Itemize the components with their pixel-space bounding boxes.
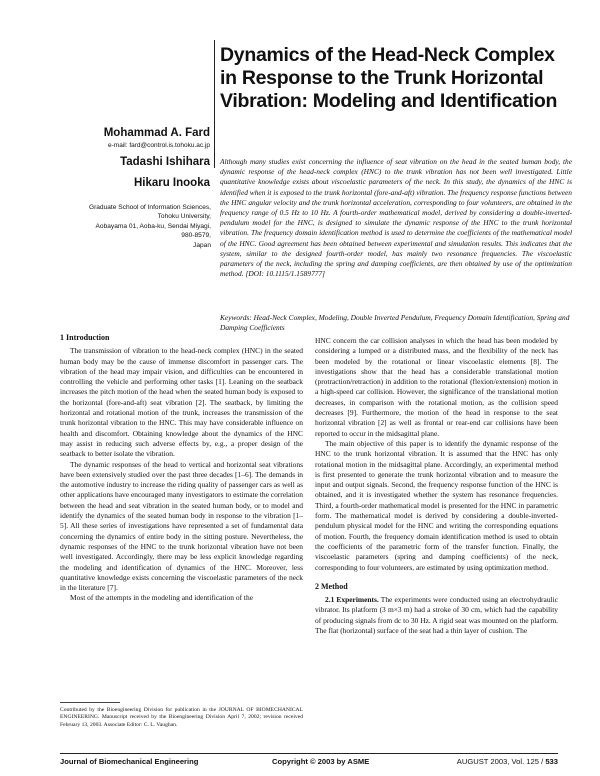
author-name-3: Hikaru Inooka: [133, 177, 210, 189]
paper-title: Dynamics of the Head-Neck Complex in Response to the Trunk Horizontal Vibration: Modeling and Identification: [220, 44, 558, 112]
affiliation-line: Tohoku University,: [157, 213, 211, 221]
paragraph: Most of the attempts in the modeling and identification of the: [70, 593, 254, 603]
affiliation-line: Japan: [193, 241, 211, 249]
section-heading-method: 2 Method: [315, 581, 348, 591]
footer-copyright: Copyright © 2003 by ASME: [272, 757, 370, 766]
method-paragraph: [315, 595, 558, 636]
method-text: The experiments were conducted using an electrohydraulic vibrator. Its platform (3 m×3 m) had a stroke of 30 cm, which had the capability of producing signals from dc to 30 Hz. A rigid seat was mounted on the platform. The flat (horizontal) surface of the seat had a thin layer of cushion. The: [315, 595, 558, 636]
affiliation-line: Graduate School of Information Sciences,: [88, 204, 211, 211]
paragraph: The transmission of vibration to the head-neck complex (HNC) in the seated human body may be the cause of immense discomfort in passenger cars. The vibration of the head may impair vision, and difficulties can be encountered in controlling the vehicle and performing other tasks [1]. Leaning on the seatback increases the pitch motion of the head when the seated human body is exposed to the horizontal (fore-and-aft) seat vibration [2]. The seatback, by limiting the horizontal and rotational motion of the trunk, increases the transmission of the trunk horizontal vibration to the HNC. This may have considerable influence on health and discomfort. Obtaining knowledge about the dynamics of the HNC may assist in reducing such adverse effects by, e.g., a proper design of the seatback to better isolate the vibration.: [60, 346, 303, 459]
footer-divider: [60, 753, 558, 754]
subsection-heading: 2.1 Experiments.: [325, 595, 379, 605]
author-name-2: Tadashi Ishihara: [120, 156, 210, 168]
footer-issue-text: AUGUST 2003, Vol. 125 /: [456, 757, 544, 766]
footer-page-number: 533: [545, 757, 558, 766]
paragraph: The dynamic responses of the head to vertical and horizontal seat vibrations have been extensively studied over the past three decades [1–6]. The demands in the automotive industry to increase the riding quality of passenger cars as well as other applications have encouraged many investigators to estimate the correlation between the head and seat vibration in the seated human body, or to model and identify the dynamics of the seated human body in response to the vibration [1–5]. All these series of investigations have represented a set of fundamental data concerning the dynamics of entire body in the sitting posture. Nevertheless, the dynamic responses of the HNC to the trunk horizontal vibration have not been well investigated. Accordingly, there may be less explicit knowledge regarding the modeling and identification of dynamics of the HNC. Moreover, less quantitative knowledge exists concerning the viscoelastic parameters of the neck in the literature [7].: [60, 459, 303, 593]
author-email-1[interactable]: e-mail: fard@control.is.tohoku.ac.jp: [108, 142, 210, 149]
author-affiliation: [20, 203, 211, 250]
paragraph: The main objective of this paper is to identify the dynamic response of the HNC to the trunk horizontal vibration. It is assumed that the HNC has only rotational motion in the midsagittal plane. Accordingly, an experimental method is first presented to generate the trunk horizontal vibration and to measure the input and output signals. Second, the frequency response function of the HNC is obtained, and it is investigated whether the system has resonance frequencies. Third, a fourth-order mathematical model is presented for the HNC in parametric form. The mathematical model is derived by considering a double-inverted-pendulum physical model for the HNC and writing the corresponding equations of motion. Fourth, the frequency domain identification method is used to obtain the coefficients of the parametric form of the transfer function. Finally, the viscoelastic parameters (spring and damping coefficients) of the neck, corresponding to four volunteers, are estimated by using optimization method.: [315, 438, 558, 572]
affiliation-line: 980-8579,: [181, 232, 211, 240]
footnote: Contributed by the Bioengineering Division for publication in the JOURNAL OF BIOMECHANICAL ENGINEERING. Manuscript received by the Bioengineering Division April 7, 2002; revision received February 13, 2003. Associate Editor: C. L. Vaughan.: [60, 707, 303, 728]
author-name-1: Mohammad A. Fard: [103, 127, 210, 139]
footnote-divider: [60, 702, 120, 703]
footer-issue-info: [457, 757, 558, 766]
section-heading-introduction: 1 Introduction: [60, 333, 110, 342]
paragraph: HNC concern the car collision analyses in which the head has been modeled by considering a lumped or a distributed mass, and the flexibility of the neck has been modeled by the rotational or linear viscoelastic elements [8]. The investigations show that the head has a considerable translational motion (protraction/retraction) in addition to the rotational (flexion/extension) motion in a high-speed car collision. However, the significance of the translational motion decreases, in comparison with the rotational motion, as the collision speed decreases [9]. Furthermore, the motion of the head in response to the seat horizontal vibration [2] as well as frontal or rear-end car collisions have been reported to occur in the midsagittal plane.: [315, 336, 558, 438]
footer-journal-name: Journal of Biomechanical Engineering: [60, 757, 199, 766]
keywords: Keywords: Head-Neck Complex, Modeling, Double Inverted Pendulum, Frequency Domain Identification, Spring and Damping Coefficients: [220, 313, 570, 333]
left-column: [60, 333, 303, 604]
right-column: [315, 336, 558, 636]
title-divider: [214, 40, 215, 168]
abstract: Although many studies exist concerning the influence of seat vibration on the head in the seated human body, the dynamic response of the head-neck complex (HNC) to the trunk vibration has not been well investigated. Little quantitative knowledge exists about viscoelastic parameters of the neck. In this study, the dynamics of the HNC is identified when it is exposed to the trunk horizontal (fore-and-aft) vibration. The frequency response functions between the HNC angular velocity and the trunk horizontal acceleration, corresponding to four volunteers, are obtained in the frequency range of 0.5 Hz to 10 Hz. A fourth-order mathematical model, derived by considering a double-inverted-pendulum model for the HNC, is designed to simulate the dynamic response of the HNC to the trunk horizontal vibration. The frequency domain identification method is used to determine the coefficients of the mathematical model of the HNC. Good agreement has been obtained between experimental and simulation results. This indicates that the system, similar to the designed fourth-order model, has mainly two resonance frequencies. The viscoelastic parameters of the neck, including the spring and damping coefficients, are then obtained by use of the optimization method. [DOI: 10.1115/1.1589777]: [220, 157, 572, 279]
affiliation-line: Aobayama 01, Aoba-ku, Sendai Miyagi,: [95, 222, 211, 230]
